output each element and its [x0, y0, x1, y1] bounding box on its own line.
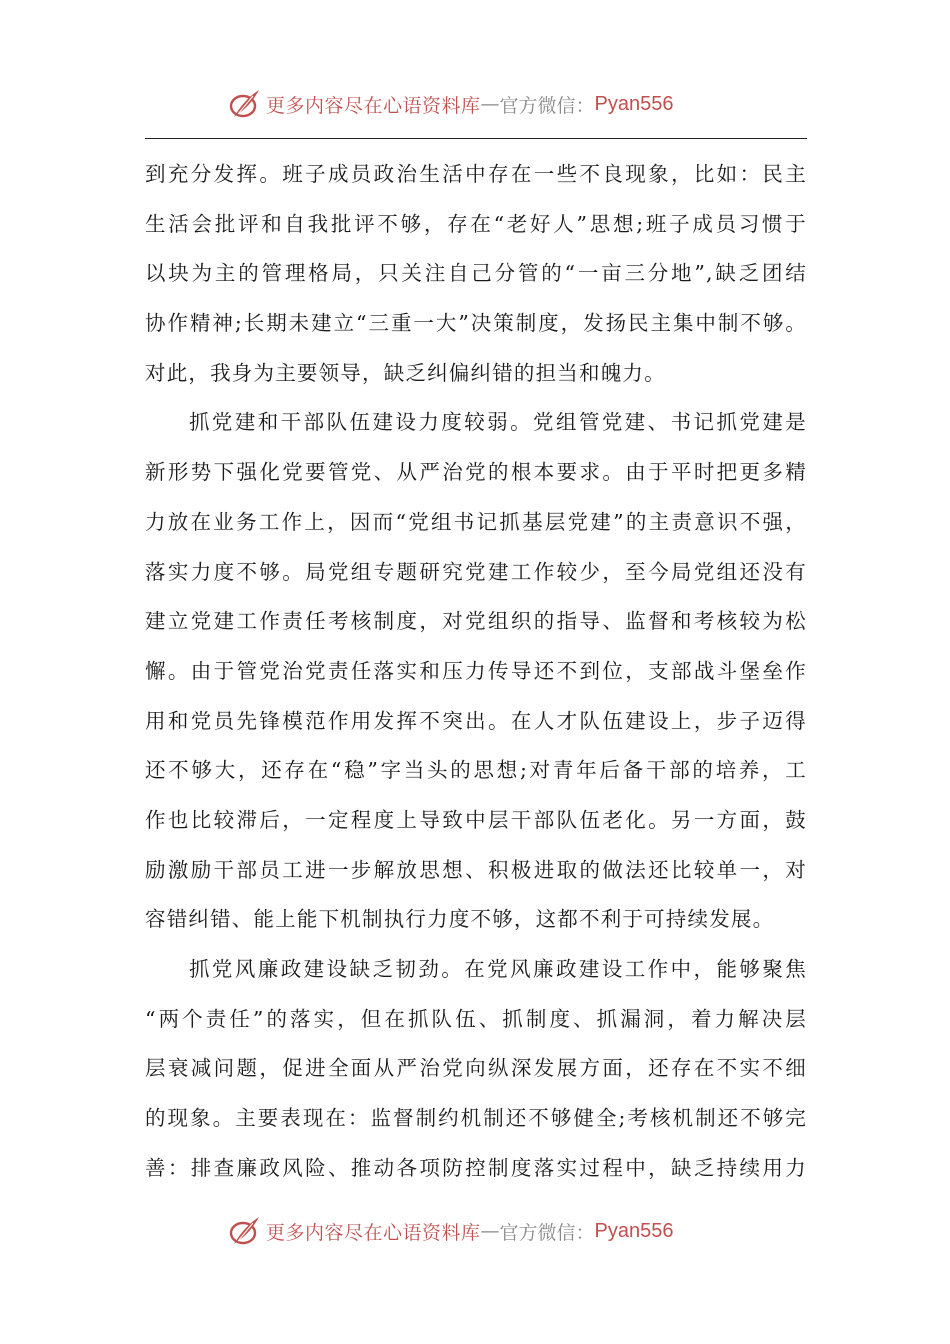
paragraph — [145, 150, 807, 398]
text-line: 力放在业务工作上，因而“党组书记抓基层党建”的主责意识不强， — [145, 509, 807, 534]
text-line: 新形势下强化党要管党、从严治党的根本要求。由于平时把更多精 — [145, 460, 807, 485]
text-line: 作也比较滞后，一定程度上导致中层干部队伍老化。另一方面，鼓 — [145, 807, 807, 832]
header-wechat-label: 官方微信： — [499, 94, 595, 117]
document-body — [145, 150, 807, 1193]
header-brand: 更多内容尽在心语资料库 — [266, 94, 481, 117]
text-line: 对此，我身为主要领导，缺乏纠偏纠错的担当和魄力。 — [145, 360, 666, 385]
footer-banner — [0, 1211, 950, 1251]
header-banner — [0, 84, 950, 124]
footer-brand: 更多内容尽在心语资料库 — [266, 1221, 481, 1244]
text-line: 的现象。主要表现在：监督制约机制还不够健全;考核机制还不够完 — [145, 1106, 807, 1131]
text-line: 抓党风廉政建设缺乏韧劲。在党风廉政建设工作中，能够聚焦 — [189, 957, 807, 981]
text-line: 生活会批评和自我批评不够，存在“老好人”思想;班子成员习惯于 — [145, 211, 807, 236]
header-wechat-id: Pyan556 — [594, 92, 674, 115]
footer-dash: — — [480, 1220, 500, 1242]
quill-logo-icon — [228, 1214, 262, 1248]
footer-wechat-id: Pyan556 — [594, 1219, 674, 1242]
text-line: 以块为主的管理格局，只关注自己分管的“一亩三分地”,缺乏团结 — [145, 261, 807, 286]
header-divider — [145, 138, 807, 139]
text-line: 用和党员先锋模范作用发挥不突出。在人才队伍建设上，步子迈得 — [145, 708, 807, 733]
text-line: 还不够大，还存在“稳”字当头的思想;对青年后备干部的培养，工 — [145, 758, 807, 783]
paragraph — [145, 945, 807, 1193]
text-line: 落实力度不够。局党组专题研究党建工作较少，至今局党组还没有 — [145, 559, 807, 584]
text-line: 到充分发挥。班子成员政治生活中存在一些不良现象，比如：民主 — [145, 162, 807, 186]
footer-wechat-label: 官方微信： — [499, 1221, 595, 1244]
text-line: 懈。由于管党治党责任落实和压力传导还不到位，支部战斗堡垒作 — [145, 658, 807, 683]
text-line: 抓党建和干部队伍建设力度较弱。党组管党建、书记抓党建是 — [189, 410, 807, 435]
quill-logo-icon — [228, 87, 262, 121]
text-line: 容错纠错、能上能下机制执行力度不够，这都不利于可持续发展。 — [145, 907, 775, 932]
text-line: “两个责任”的落实，但在抓队伍、抓制度、抓漏洞，着力解决层 — [145, 1006, 807, 1031]
header-dash: — — [480, 93, 500, 115]
text-line: 善：排查廉政风险、推动各项防控制度落实过程中，缺乏持续用力 — [145, 1155, 807, 1180]
text-line: 层衰减问题，促进全面从严治党向纵深发展方面，还存在不实不细 — [145, 1056, 807, 1081]
text-line: 协作精神;长期未建立“三重一大”决策制度，发扬民主集中制不够。 — [145, 311, 807, 336]
text-line: 建立党建工作责任考核制度，对党组织的指导、监督和考核较为松 — [145, 609, 807, 634]
text-line: 励激励干部员工进一步解放思想、积极进取的做法还比较单一，对 — [145, 857, 807, 882]
paragraph — [145, 398, 807, 945]
